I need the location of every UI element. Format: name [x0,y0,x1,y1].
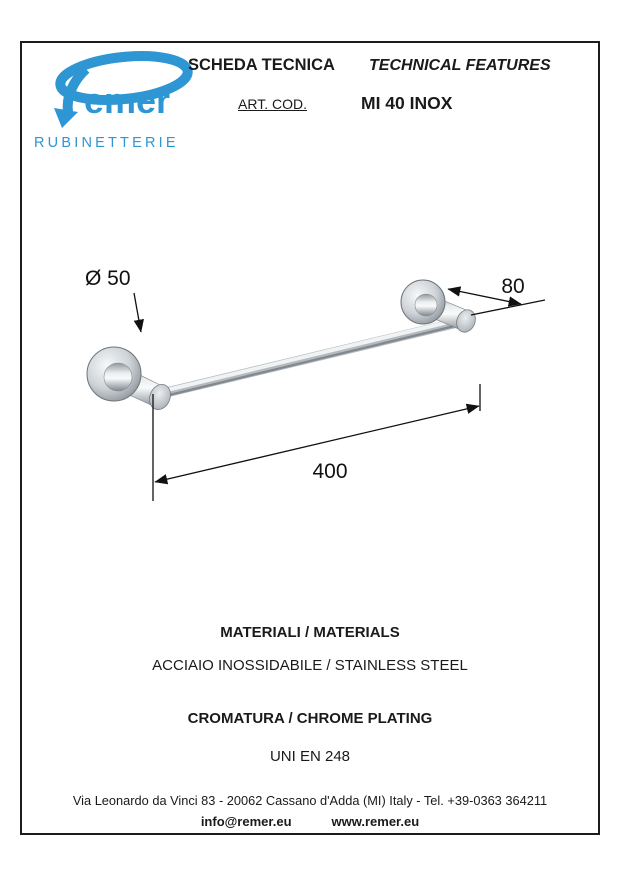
footer-contacts [22,814,598,829]
product-drawing [22,243,600,553]
remer-logo [32,51,200,155]
logo-subtitle: RUBINETTERIE [34,135,179,151]
logo-arrowhead-icon [54,108,78,128]
title-scheda-tecnica: SCHEDA TECNICA [188,56,335,74]
remer-logo-mark [32,51,200,135]
dimension-depth-label: 80 [501,275,525,298]
dimension-length [153,384,480,501]
left-wall-mount [87,347,174,413]
art-cod-value: MI 40 INOX [361,93,453,113]
materials-title: MATERIALI / MATERIALS [220,624,400,641]
logo-brand-text: emer [84,80,171,121]
bar-tube [164,319,464,397]
art-cod-label: ART. COD. [238,96,307,112]
dimension-diameter [134,293,141,332]
dimension-length-label: 400 [312,460,348,483]
datasheet-page [20,41,600,835]
plating-title: CROMATURA / CHROME PLATING [187,710,433,727]
materials-value: ACCIAIO INOSSIDABILE / STAINLESS STEEL [152,657,468,674]
towel-bar-illustration [87,280,479,413]
dimension-diameter-label: Ø 50 [85,267,131,290]
company-address: Via Leonardo da Vinci 83 - 20062 Cassano d'Adda (MI) Italy - Tel. +39-0363 364211 [72,793,548,808]
company-email: info@remer.eu [200,814,292,829]
title-technical-features: TECHNICAL FEATURES [369,57,551,74]
company-website: www.remer.eu [331,814,420,829]
plating-standard: UNI EN 248 [269,748,351,765]
